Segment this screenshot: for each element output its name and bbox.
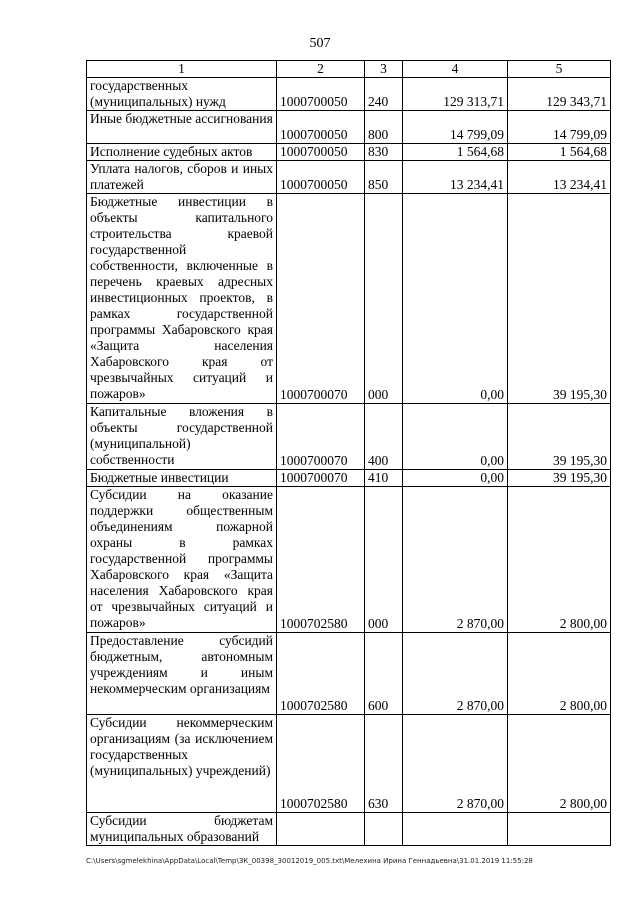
row-code-cell: 1000702580	[277, 633, 365, 715]
row-value-4-cell: 2 870,00	[403, 633, 508, 715]
row-code-cell: 1000700050	[277, 111, 365, 144]
row-name-cell: Уплата налогов, сборов и иных платежей	[87, 161, 277, 194]
row-type-cell: 410	[365, 470, 403, 487]
row-name-cell: Субсидии на оказание поддержки общественным объединениям пожарной охраны в рамках государственной программы Хабаровского края «Защита населения Хабаровского края от чрезвычайных ситуаций и пожаров»	[87, 487, 277, 633]
row-type-cell: 000	[365, 194, 403, 404]
row-value-5-cell: 1 564,68	[508, 144, 611, 161]
row-value-5-cell: 2 800,00	[508, 487, 611, 633]
row-code-cell	[277, 813, 365, 846]
row-value-4-cell: 0,00	[403, 194, 508, 404]
row-value-4-cell: 129 313,71	[403, 78, 508, 111]
row-type-cell: 800	[365, 111, 403, 144]
row-code-cell: 1000702580	[277, 715, 365, 813]
row-code-cell: 1000700070	[277, 194, 365, 404]
row-code-cell: 1000700050	[277, 144, 365, 161]
row-type-cell: 400	[365, 404, 403, 470]
table-row	[87, 161, 611, 194]
row-value-5-cell: 39 195,30	[508, 470, 611, 487]
column-header-3: 3	[365, 61, 403, 78]
table-row	[87, 487, 611, 633]
row-code-cell: 1000700050	[277, 161, 365, 194]
row-name-cell: Бюджетные инвестиции в объекты капитального строительства краевой государственной собственности, включенные в перечень краевых адресных инвестиционных проектов, в рамках государственной программы Хабаровского края «Защита населения Хабаровского края от чрезвычайных ситуаций и пожаров»	[87, 194, 277, 404]
row-type-cell: 630	[365, 715, 403, 813]
budget-table	[86, 60, 611, 846]
row-name-cell: Исполнение судебных актов	[87, 144, 277, 161]
table-row	[87, 470, 611, 487]
row-value-4-cell: 1 564,68	[403, 144, 508, 161]
row-type-cell: 850	[365, 161, 403, 194]
row-code-cell: 1000700050	[277, 78, 365, 111]
row-type-cell	[365, 813, 403, 846]
row-value-4-cell: 13 234,41	[403, 161, 508, 194]
row-code-cell: 1000702580	[277, 487, 365, 633]
row-code-cell: 1000700070	[277, 470, 365, 487]
table-row	[87, 194, 611, 404]
table-row	[87, 633, 611, 715]
column-header-1: 1	[87, 61, 277, 78]
row-name-cell: Бюджетные инвестиции	[87, 470, 277, 487]
row-value-4-cell	[403, 813, 508, 846]
row-code-cell: 1000700070	[277, 404, 365, 470]
row-value-4-cell: 0,00	[403, 404, 508, 470]
row-name-cell: Субсидии бюджетам муниципальных образований	[87, 813, 277, 846]
row-value-5-cell: 13 234,41	[508, 161, 611, 194]
row-value-5-cell: 129 343,71	[508, 78, 611, 111]
table-row	[87, 111, 611, 144]
column-header-2: 2	[277, 61, 365, 78]
row-value-5-cell: 39 195,30	[508, 194, 611, 404]
table-header-row	[87, 61, 611, 78]
row-type-cell: 000	[365, 487, 403, 633]
row-name-cell: Субсидии некоммерческим организациям (за исключением государственных (муниципальных) учреждений)	[87, 715, 277, 813]
table-row	[87, 78, 611, 111]
table-row	[87, 404, 611, 470]
row-value-4-cell: 2 870,00	[403, 715, 508, 813]
row-value-5-cell: 2 800,00	[508, 633, 611, 715]
row-type-cell: 240	[365, 78, 403, 111]
column-header-5: 5	[508, 61, 611, 78]
table-row	[87, 715, 611, 813]
row-name-cell: государственных (муниципальных) нужд	[87, 78, 277, 111]
row-name-cell: Капитальные вложения в объекты государственной (муниципальной) собственности	[87, 404, 277, 470]
row-value-5-cell	[508, 813, 611, 846]
row-value-4-cell: 0,00	[403, 470, 508, 487]
row-name-cell: Предоставление субсидий бюджетным, автономным учреждениям и иным некоммерческим организациям	[87, 633, 277, 715]
row-value-5-cell: 39 195,30	[508, 404, 611, 470]
table-row	[87, 144, 611, 161]
row-type-cell: 830	[365, 144, 403, 161]
page-number: 507	[309, 36, 331, 51]
row-value-5-cell: 2 800,00	[508, 715, 611, 813]
row-value-4-cell: 2 870,00	[403, 487, 508, 633]
row-value-4-cell: 14 799,09	[403, 111, 508, 144]
file-path-footer: C:\Users\sgmelekhina\AppData\Local\Temp\ЗК_00398_30012019_005.txt\Мелехина Ирина Геннадьевна\31.01.2019 11:55:28	[86, 857, 533, 865]
row-value-5-cell: 14 799,09	[508, 111, 611, 144]
column-header-4: 4	[403, 61, 508, 78]
row-name-cell: Иные бюджетные ассигнования	[87, 111, 277, 144]
table-row	[87, 813, 611, 846]
row-type-cell: 600	[365, 633, 403, 715]
